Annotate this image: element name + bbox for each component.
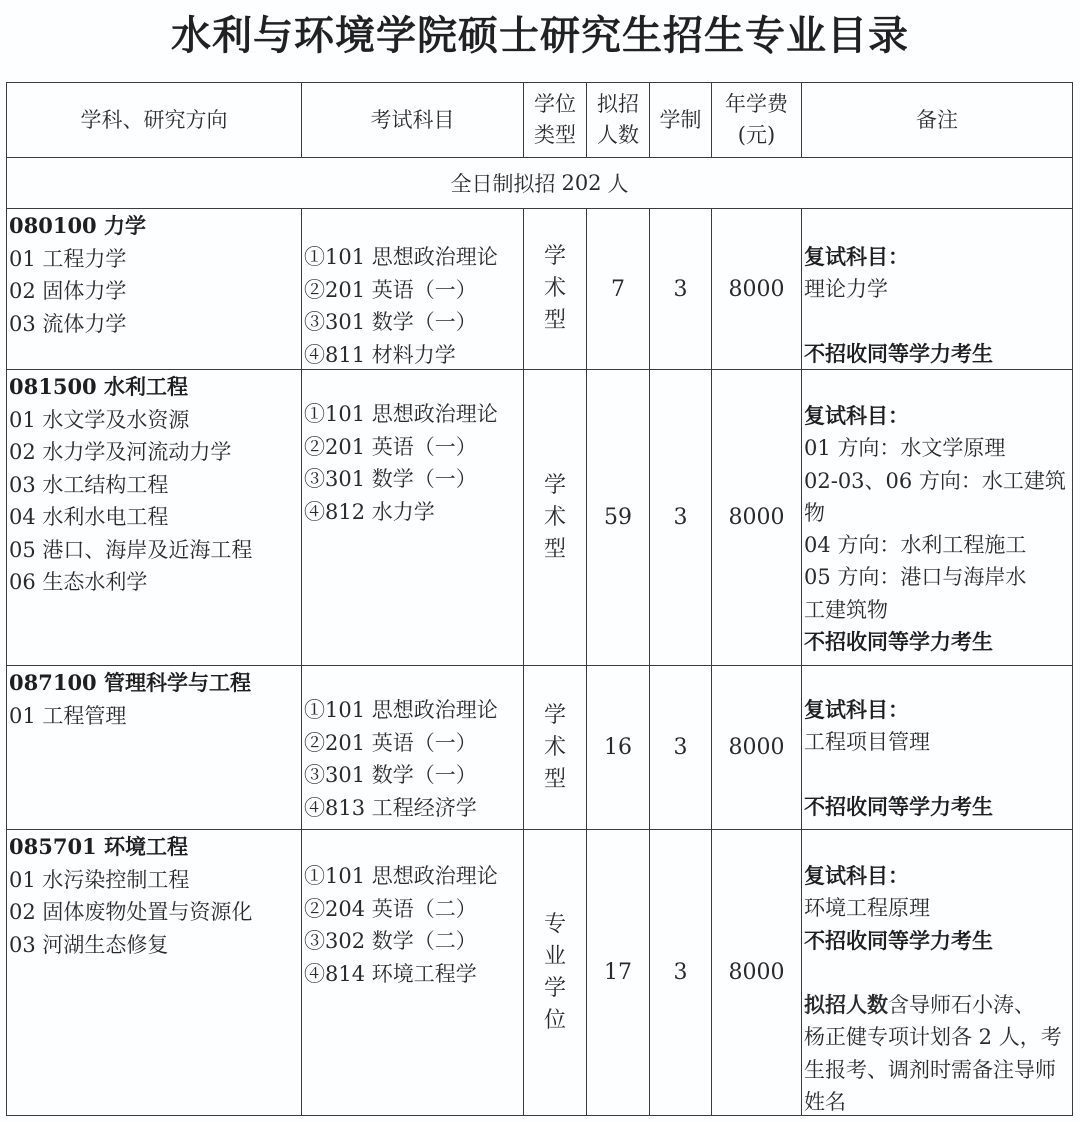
table-row-degree-type: 学 术 型 bbox=[523, 665, 587, 830]
table-row-remarks: 复试科目： 工程项目管理 不招收同等学力考生 bbox=[801, 665, 1073, 830]
header-discipline: 学科、研究方向 bbox=[6, 82, 302, 158]
quota-note: 拟招人数含导师石小涛、 bbox=[804, 993, 1035, 1018]
header-duration: 学制 bbox=[649, 82, 712, 158]
table-row-duration: 3 bbox=[649, 208, 712, 370]
table-row-degree-type: 学 术 型 bbox=[523, 369, 587, 666]
table-row-remarks: 复试科目： 01 方向：水文学原理 02-03、06 方向：水工建筑 物 04 方向：水利工程施工 05 方向：港口与海岸水 工建筑物 不招收同等学力考生 bbox=[801, 369, 1073, 666]
table-row-discipline: 081500 水利工程 01 水文学及水资源 02 水力学及河流动力学 03 水工结构工程 04 水利水电工程 05 港口、海岸及近海工程 06 生态水利学 bbox=[6, 369, 302, 666]
table-row-exams: ①101 思想政治理论 ②204 英语（二） ③302 数学（二） ④814 环境工程学 bbox=[301, 829, 524, 1116]
table-row-discipline: 080100 力学 01 工程力学 02 固体力学 03 流体力学 bbox=[6, 208, 302, 370]
table-row-quota: 59 bbox=[586, 369, 650, 666]
header-remarks: 备注 bbox=[801, 82, 1073, 158]
page-title: 水利与环境学院硕士研究生招生专业目录 bbox=[171, 12, 909, 59]
table-row-remarks: 复试科目： 理论力学 不招收同等学力考生 bbox=[801, 208, 1073, 370]
table-row-tuition: 8000 bbox=[711, 369, 802, 666]
table-row-tuition: 8000 bbox=[711, 665, 802, 830]
table-row-duration: 3 bbox=[649, 665, 712, 830]
table-row-exams: ①101 思想政治理论 ②201 英语（一） ③301 数学（一） ④811 材料力学 bbox=[301, 208, 524, 370]
table-row-discipline: 087100 管理科学与工程 01 工程管理 bbox=[6, 665, 302, 830]
header-tuition: 年学费 (元) bbox=[711, 82, 802, 158]
table-row-duration: 3 bbox=[649, 829, 712, 1116]
table-row-exams: ①101 思想政治理论 ②201 英语（一） ③301 数学（一） ④813 工程经济学 bbox=[301, 665, 524, 830]
full-time-quota-band: 全日制拟招 202 人 bbox=[6, 157, 1073, 209]
header-degree-type: 学位 类型 bbox=[523, 82, 587, 158]
table-row-quota: 7 bbox=[586, 208, 650, 370]
table-row-tuition: 8000 bbox=[711, 829, 802, 1116]
admissions-table bbox=[7, 83, 1073, 1117]
table-row-discipline: 085701 环境工程 01 水污染控制工程 02 固体废物处置与资源化 03 河湖生态修复 bbox=[6, 829, 302, 1116]
table-row-tuition: 8000 bbox=[711, 208, 802, 370]
table-row-duration: 3 bbox=[649, 369, 712, 666]
table-row-quota: 17 bbox=[586, 829, 650, 1116]
header-quota: 拟招 人数 bbox=[586, 82, 650, 158]
table-row-remarks: 复试科目： 环境工程原理 不招收同等学力考生 拟招人数含导师石小涛、 杨正健专项计划各 2 人，考 生报考、调剂时需备注导师 姓名 bbox=[801, 829, 1073, 1116]
table-row-degree-type: 专 业 学 位 bbox=[523, 829, 587, 1116]
header-exam-subjects: 考试科目 bbox=[301, 82, 524, 158]
table-row-quota: 16 bbox=[586, 665, 650, 830]
table-row-exams: ①101 思想政治理论 ②201 英语（一） ③301 数学（一） ④812 水力学 bbox=[301, 369, 524, 666]
table-row-degree-type: 学 术 型 bbox=[523, 208, 587, 370]
